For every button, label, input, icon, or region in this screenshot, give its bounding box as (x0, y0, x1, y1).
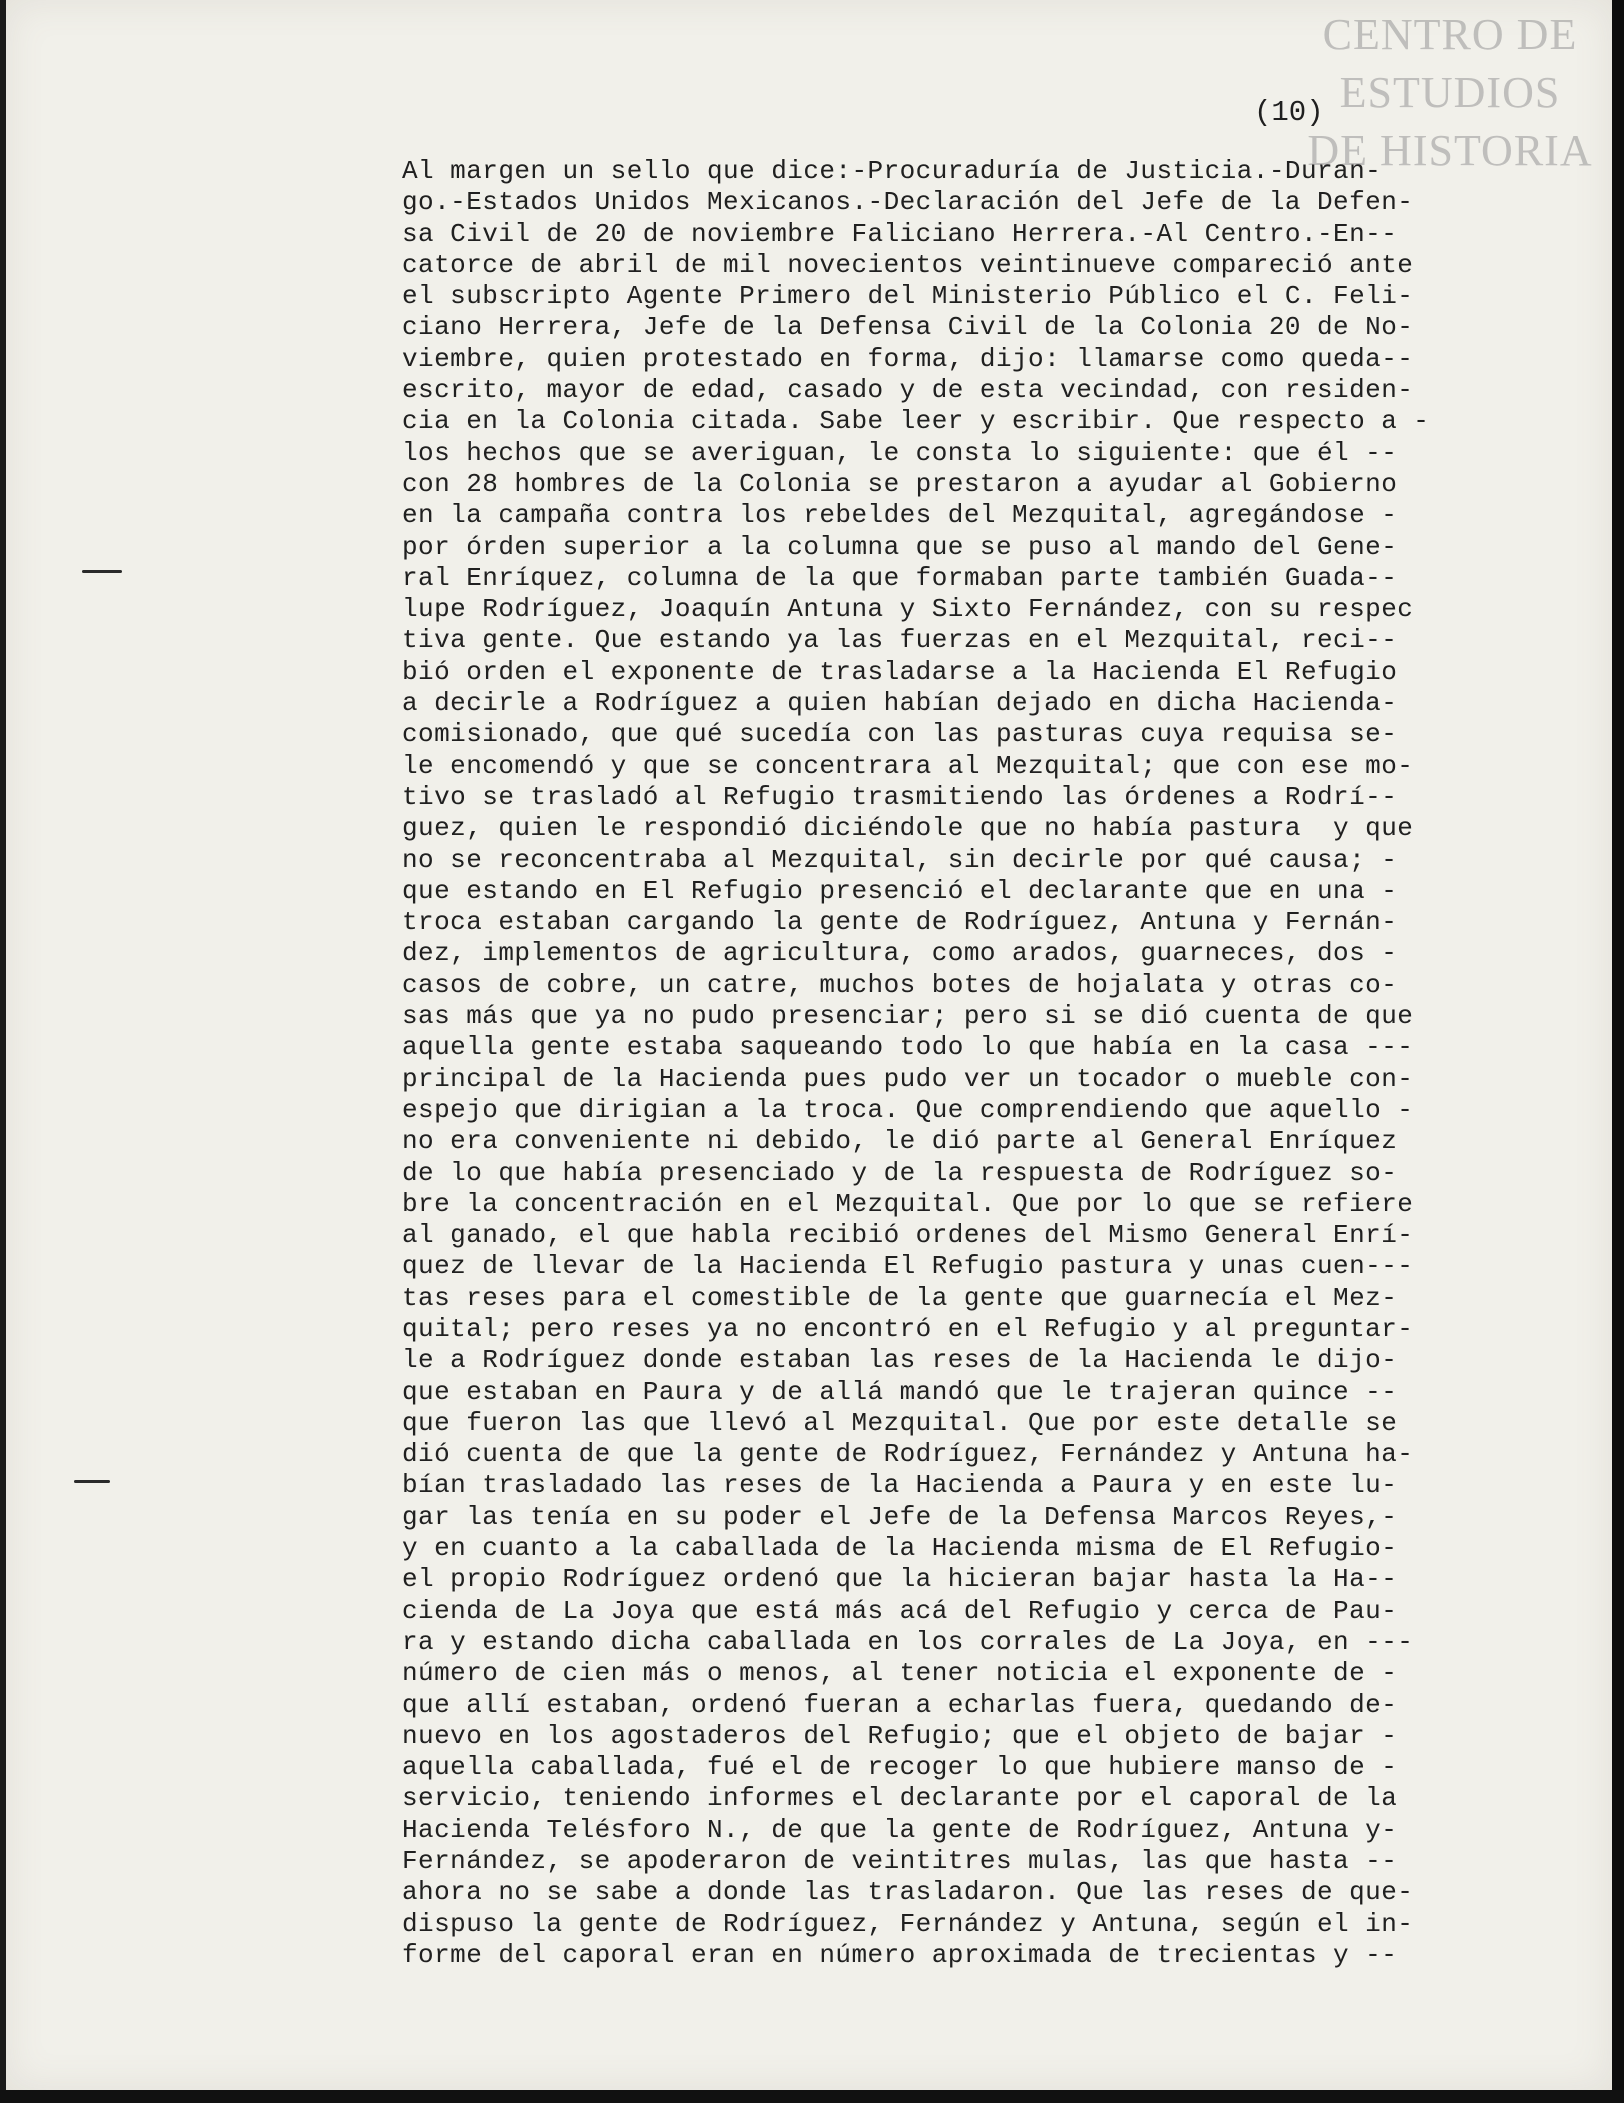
text-line: con 28 hombres de la Colonia se prestaron a ayudar al Gobierno (402, 468, 1398, 499)
text-line: sas más que ya no pudo presenciar; pero si se dió cuenta de que (402, 1001, 1414, 1032)
watermark-line: ESTUDIOS (1339, 68, 1561, 117)
page-number: (10) (1254, 96, 1324, 129)
watermark-line: DE HISTORIA (1307, 126, 1593, 175)
text-line: que fueron las que llevó al Mezquital. Que por este detalle se (402, 1407, 1398, 1438)
text-line: que allí estaban, ordenó fueran a echarlas fuera, quedando de- (402, 1689, 1398, 1720)
text-line: ral Enríquez, columna de la que formaban parte también Guada-- (402, 562, 1398, 593)
text-line: casos de cobre, un catre, muchos botes de hojalata y otras co- (402, 969, 1398, 1000)
text-line: cia en la Colonia citada. Sabe leer y escribir. Que respecto a - (402, 406, 1430, 437)
text-line: lupe Rodríguez, Joaquín Antuna y Sixto Fernández, con su respec (402, 594, 1414, 625)
text-line: comisionado, que qué sucedía con las pasturas cuya requisa se- (402, 719, 1398, 750)
text-line: cienda de La Joya que está más acá del Refugio y cerca de Pau- (402, 1595, 1398, 1626)
text-line: en la campaña contra los rebeldes del Mezquital, agregándose - (402, 500, 1398, 531)
text-line: y en cuanto a la caballada de la Hacienda misma de El Refugio- (402, 1533, 1398, 1564)
text-line: le a Rodríguez donde estaban las reses de la Hacienda le dijo- (402, 1345, 1398, 1376)
text-line: número de cien más o menos, al tener noticia el exponente de - (402, 1658, 1398, 1689)
text-line: troca estaban cargando la gente de Rodríguez, Antuna y Fernán- (402, 907, 1398, 938)
text-line: a decirle a Rodríguez a quien habían dejado en dicha Hacienda- (402, 688, 1398, 719)
text-line: principal de la Hacienda pues pudo ver un tocador o mueble con- (402, 1063, 1414, 1094)
text-line: forme del caporal eran en número aproximada de trecientas y -- (402, 1939, 1398, 1970)
text-line: espejo que dirigian a la troca. Que comprendiendo que aquello - (402, 1094, 1414, 1125)
text-line: que estaban en Paura y de allá mandó que le trajeran quince -- (402, 1376, 1398, 1407)
text-line: dez, implementos de agricultura, como arados, guarneces, dos - (402, 938, 1398, 969)
text-line: el subscripto Agente Primero del Ministerio Público el C. Feli- (402, 281, 1414, 312)
text-line: tiva gente. Que estando ya las fuerzas en el Mezquital, reci-- (402, 625, 1398, 656)
text-line: tivo se trasladó al Refugio trasmitiendo las órdenes a Rodrí-- (402, 781, 1398, 812)
text-line: ciano Herrera, Jefe de la Defensa Civil de la Colonia 20 de No- (402, 312, 1414, 343)
text-line: le encomendó y que se concentrara al Mezquital; que con ese mo- (402, 750, 1414, 781)
text-line: por órden superior a la columna que se puso al mando del Gene- (402, 531, 1398, 562)
text-line: los hechos que se averiguan, le consta lo siguiente: que él -- (402, 437, 1398, 468)
text-line: el propio Rodríguez ordenó que la hicieran bajar hasta la Ha-- (402, 1564, 1398, 1595)
text-line: no se reconcentraba al Mezquital, sin decirle por qué causa; - (402, 844, 1398, 875)
text-line: al ganado, el que habla recibió ordenes del Mismo General Enrí- (402, 1220, 1414, 1251)
text-line: ra y estando dicha caballada en los corrales de La Joya, en --- (402, 1626, 1414, 1657)
text-line: que estando en El Refugio presenció el declarante que en una - (402, 875, 1398, 906)
text-line: servicio, teniendo informes el declarante por el caporal de la (402, 1783, 1398, 1814)
watermark-line: CENTRO DE (1322, 10, 1578, 59)
text-line: nuevo en los agostaderos del Refugio; que el objeto de bajar - (402, 1720, 1398, 1751)
text-line: no era conveniente ni debido, le dió parte al General Enríquez (402, 1126, 1398, 1157)
text-line: Al margen un sello que dice:-Procuraduría de Justicia.-Duran- (402, 156, 1382, 186)
text-line: escrito, mayor de edad, casado y de esta vecindad, con residen- (402, 375, 1414, 406)
text-line: aquella gente estaba saqueando todo lo que había en la casa --- (402, 1032, 1414, 1063)
archive-watermark (1300, 6, 1600, 180)
text-line: de lo que había presenciado y de la respuesta de Rodríguez so- (402, 1157, 1398, 1188)
text-line: gar las tenía en su poder el Jefe de la Defensa Marcos Reyes,- (402, 1501, 1398, 1532)
text-line: tas reses para el comestible de la gente que guarnecía el Mez- (402, 1282, 1398, 1313)
text-line: dió cuenta de que la gente de Rodríguez, Fernández y Antuna ha- (402, 1439, 1414, 1470)
text-line: go.-Estados Unidos Mexicanos.-Declaración del Jefe de la Defen- (402, 187, 1414, 218)
text-line: ahora no se sabe a donde las trasladaron. Que las reses de que- (402, 1877, 1414, 1908)
scan-edge-bottom (0, 2090, 1624, 2103)
margin-tick-mark (82, 570, 122, 573)
margin-tick-mark (74, 1480, 110, 1483)
text-line: Fernández, se apoderaron de veintitres mulas, las que hasta -- (402, 1846, 1398, 1877)
text-line: bre la concentración en el Mezquital. Que por lo que se refiere (402, 1188, 1414, 1219)
text-line: quital; pero reses ya no encontró en el Refugio y al preguntar- (402, 1313, 1414, 1344)
text-line: Hacienda Telésforo N., de que la gente de Rodríguez, Antuna y- (402, 1814, 1398, 1845)
text-line: bían trasladado las reses de la Hacienda a Paura y en este lu- (402, 1470, 1398, 1501)
text-line: aquella caballada, fué el de recoger lo que hubiere manso de - (402, 1752, 1398, 1783)
declaration-text (402, 156, 1602, 1971)
text-line: viembre, quien protestado en forma, dijo: llamarse como queda-- (402, 343, 1414, 374)
text-line: quez de llevar de la Hacienda El Refugio pastura y unas cuen--- (402, 1251, 1414, 1282)
text-line: catorce de abril de mil novecientos veintinueve compareció ante (402, 249, 1414, 280)
text-line: bió orden el exponente de trasladarse a la Hacienda El Refugio (402, 656, 1398, 687)
text-line: sa Civil de 20 de noviembre Faliciano Herrera.-Al Centro.-En-- (402, 218, 1398, 249)
text-line: dispuso la gente de Rodríguez, Fernández y Antuna, según el in- (402, 1908, 1414, 1939)
scan-edge-right (1612, 0, 1624, 2103)
text-line: guez, quien le respondió diciéndole que no había pastura y que (402, 813, 1414, 844)
